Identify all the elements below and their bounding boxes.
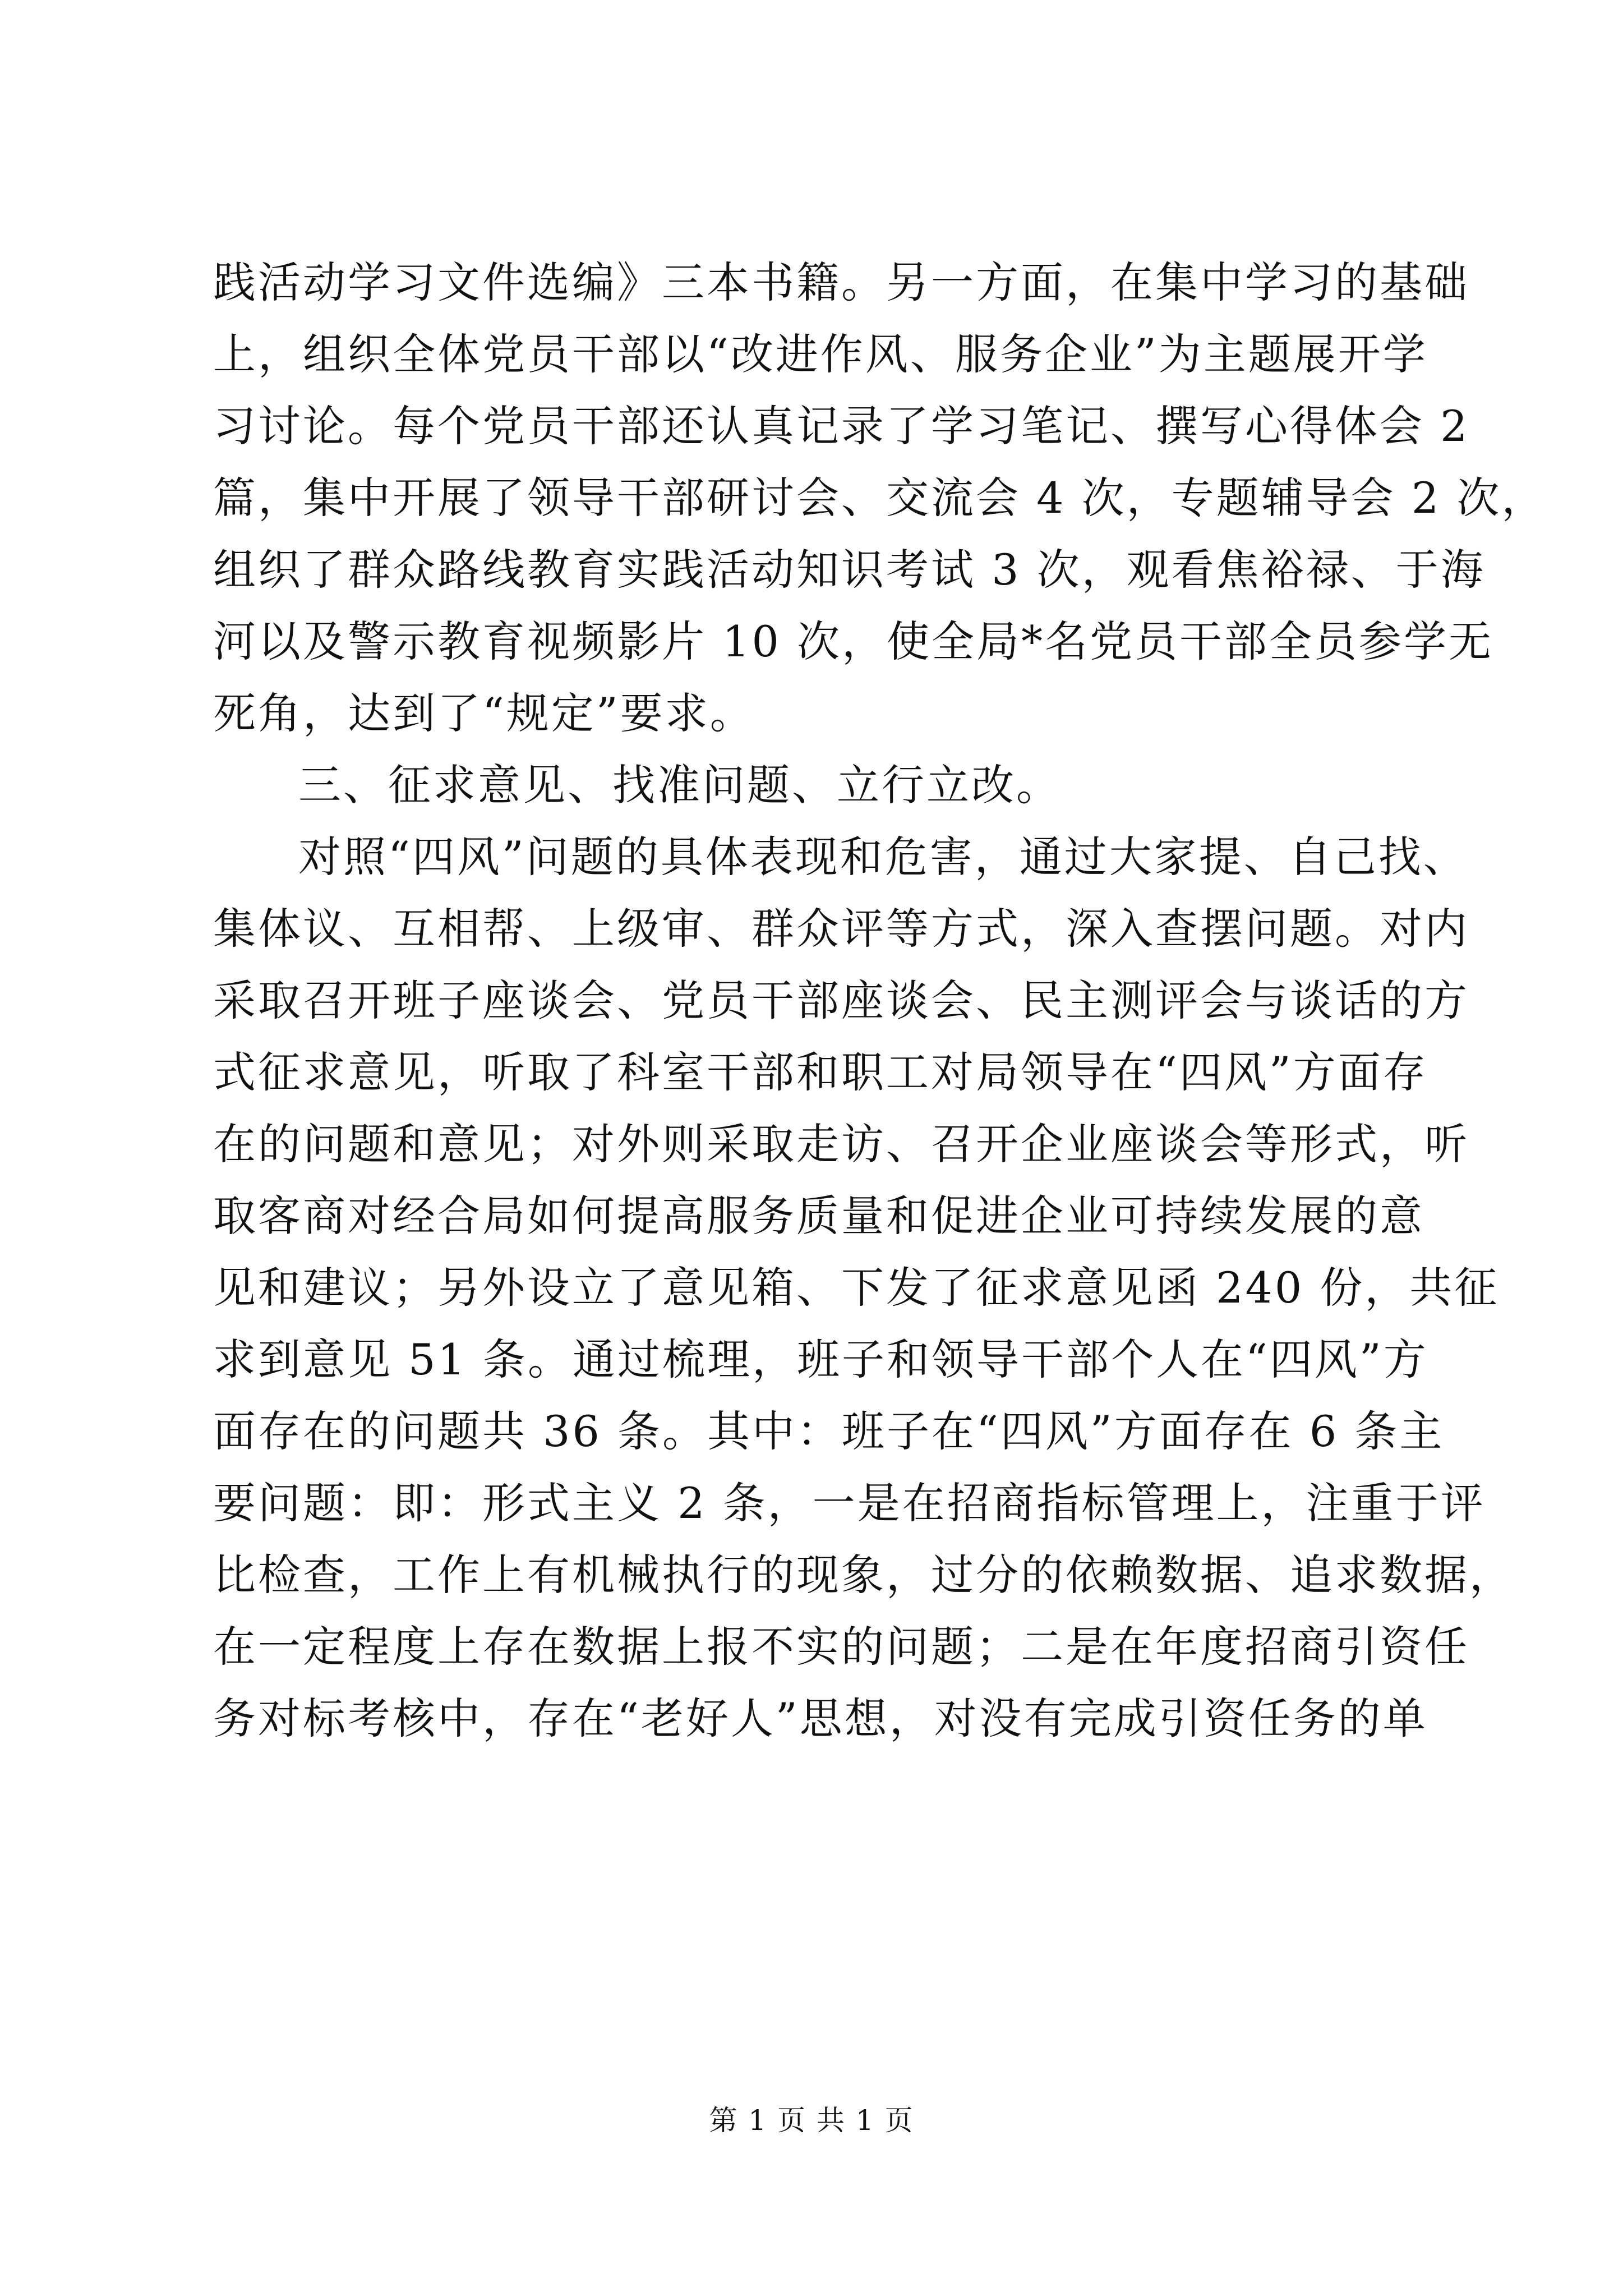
- text-line: 求到意见 51 条。通过梳理，班子和领导干部个人在“四风”方: [213, 1335, 1428, 1384]
- text-line: 集体议、互相帮、上级审、群众评等方式，深入查摆问题。对内: [213, 904, 1469, 954]
- text-line: 组织了群众路线教育实践活动知识考试 3 次，观看焦裕禄、于海: [213, 545, 1486, 595]
- text-line: 见和建议；另外设立了意见箱、下发了征求意见函 240 份，共征: [213, 1263, 1500, 1313]
- text-line: 在的问题和意见；对外则采取走访、召开企业座谈会等形式，听: [213, 1119, 1469, 1169]
- text-line: 要问题：即：形式主义 2 条，一是在招商指标管理上，注重于评: [213, 1478, 1486, 1528]
- text-line: 河以及警示教育视频影片 10 次，使全局*名党员干部全员参学无: [213, 616, 1494, 666]
- text-line: 死角，达到了“规定”要求。: [213, 688, 755, 738]
- text-line: 比检查，工作上有机械执行的现象，过分的依赖数据、追求数据，: [213, 1550, 1514, 1600]
- text-line: 践活动学习文件选编》三本书籍。另一方面，在集中学习的基础: [213, 257, 1469, 307]
- text-line: 面存在的问题共 36 条。其中：班子在“四风”方面存在 6 条主: [213, 1406, 1445, 1456]
- section-heading: 三、征求意见、找准问题、立行立改。: [298, 760, 1061, 810]
- document-body: [213, 247, 1547, 1755]
- text-line: 篇，集中开展了领导干部研讨会、交流会 4 次，专题辅导会 2 次，: [213, 473, 1547, 523]
- paragraph-first-line: 对照“四风”问题的具体表现和危害，通过大家提、自己找、: [298, 832, 1468, 882]
- text-line: 习讨论。每个党员干部还认真记录了学习笔记、撰写心得体会 2: [213, 401, 1470, 451]
- text-line: 务对标考核中，存在“老好人”思想，对没有完成引资任务的单: [213, 1694, 1428, 1743]
- text-line: 取客商对经合局如何提高服务质量和促进企业可持续发展的意: [213, 1191, 1424, 1241]
- text-line: 上，组织全体党员干部以“改进作风、服务企业”为主题展开学: [213, 329, 1428, 379]
- text-line: 在一定程度上存在数据上报不实的问题；二是在年度招商引资任: [213, 1622, 1469, 1672]
- page-footer: 第 1 页 共 1 页: [709, 2104, 914, 2137]
- text-line: 采取召开班子座谈会、党员干部座谈会、民主测评会与谈话的方: [213, 976, 1469, 1025]
- text-line: 式征求意见，听取了科室干部和职工对局领导在“四风”方面存: [213, 1047, 1428, 1097]
